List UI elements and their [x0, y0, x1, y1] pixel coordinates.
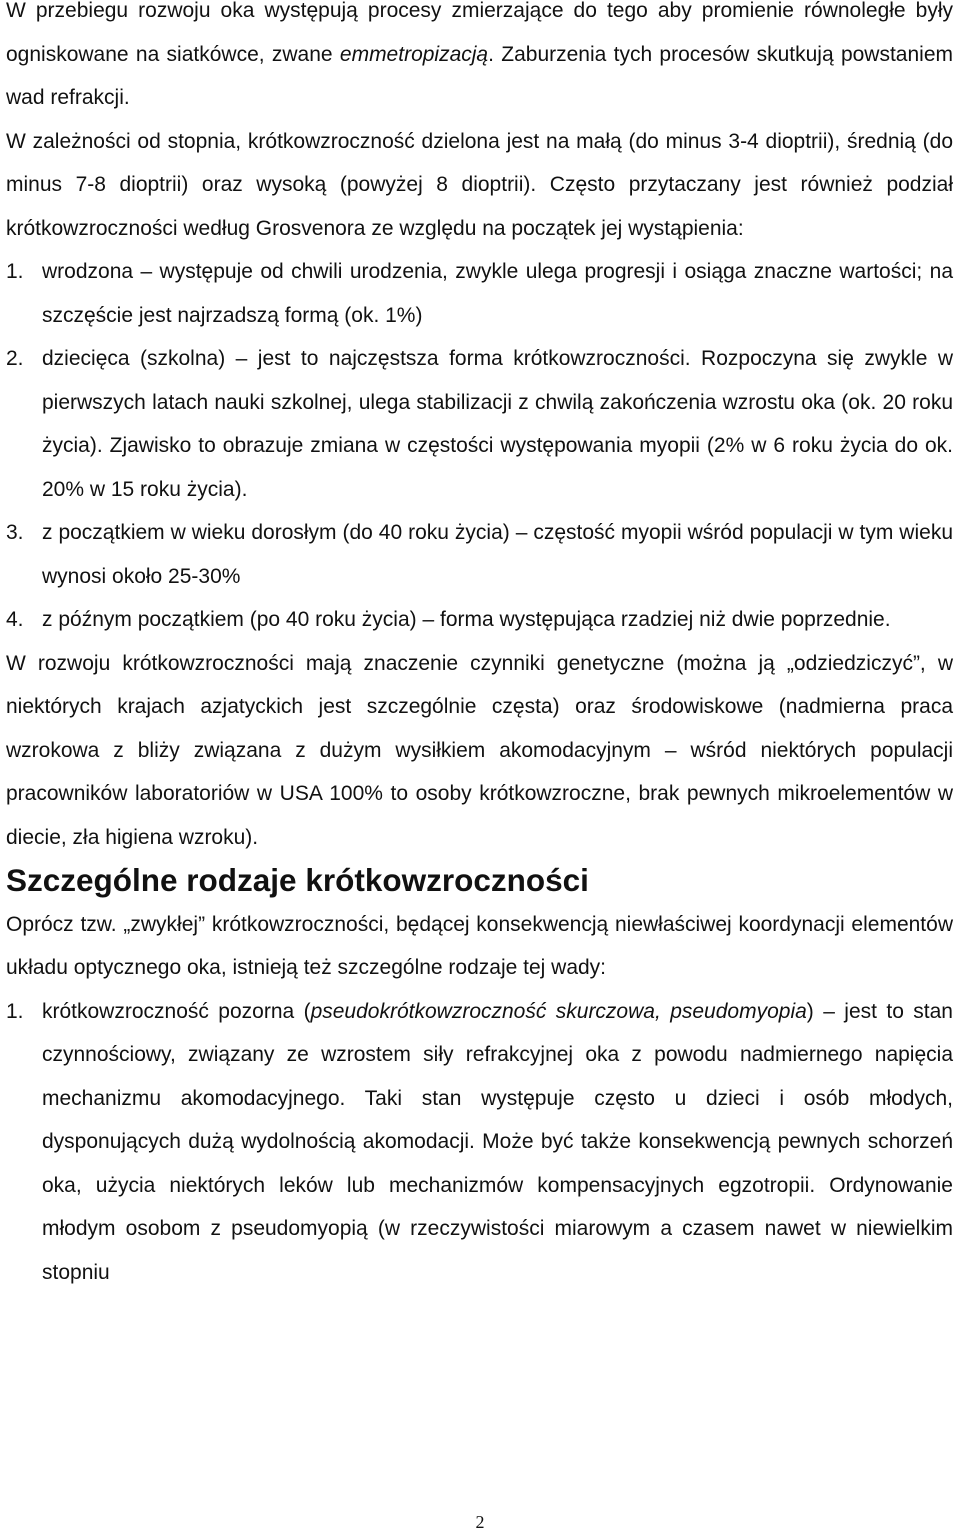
term-emmetropization: emmetropizacją — [339, 42, 489, 66]
list-item-text: z późnym początkiem (po 40 roku życia) – forma występująca rzadziej niż dwie poprzednie. — [42, 608, 891, 631]
list-item-text — [42, 990, 953, 1295]
list-item — [0, 990, 960, 1295]
list-item-number: 3. — [6, 521, 24, 544]
list-item-number: 2. — [6, 347, 24, 370]
list-item-italic-term: pseudokrótkowzroczność skurczowa, pseudomyopia — [310, 999, 807, 1023]
section-heading: Szczególne rodzaje krótkowzroczności — [6, 862, 589, 898]
paragraph-special-types: Oprócz tzw. „zwykłej” krótkowzroczności, będącej konsekwencją niewłaściwej koordynacji elementów układu optycznego oka, istnieją też szczególne rodzaje tej wady: — [6, 912, 953, 979]
paragraph-intro — [0, 0, 960, 120]
grosvenor-list — [0, 250, 960, 642]
list-item-number: 1. — [6, 999, 24, 1023]
list-item-number: 4. — [6, 608, 24, 631]
page-number: 2 — [475, 1512, 485, 1532]
list-item-text: dziecięca (szkolna) – jest to najczęstsza forma krótkowzroczności. Rozpoczyna się zwykle w pierwszych latach nauki szkolnej, ulega stabilizacji z chwilą zakończenia wzrostu oka (ok. 20 roku życia). Zjawisko to obrazuje zmiana w częstości występowania myopii (2% w 6 roku życia do ok. 20% w 15 roku życia). — [42, 347, 953, 501]
list-item — [0, 511, 960, 598]
paragraph-myopia-degree: W zależności od stopnia, krótkowzroczność dzielona jest na małą (do minus 3-4 dioptrii), średnią (do minus 7-8 dioptrii) oraz wysoką (powyżej 8 dioptrii). Często przytaczany jest również podział krótkowzroczności według Grosvenora ze względu na początek jej wystąpienia: — [6, 129, 953, 240]
list-item — [0, 598, 960, 642]
special-types-list — [0, 990, 960, 1295]
paragraph-intro-text-b: . Zaburzenia tych procesów skutkują powstaniem wad refrakcji. — [6, 42, 953, 109]
list-item — [0, 250, 960, 337]
paragraph-intro-text-a: W przebiegu rozwoju oka występują procesy zmierzające do tego aby promienie równoległe były ogniskowane na siatkówce, zwane — [6, 0, 953, 66]
list-item-text-a: krótkowzroczność pozorna ( — [42, 999, 311, 1023]
paragraph-factors: W rozwoju krótkowzroczności mają znaczenie czynniki genetyczne (można ją „odziedziczyć”, w niektórych krajach azjatyckich jest szczególnie częsta) oraz środowiskowe (nadmierna praca wzrokowa z bliży związana z dużym wysiłkiem akomodacyjnym – wśród niektórych populacji pracowników laboratoriów w USA 100% to osoby krótkowzroczne, brak pewnych mikroelementów w diecie, zła higiena wzroku). — [6, 651, 953, 849]
list-item-text: wrodzona – występuje od chwili urodzenia, zwykle ulega progresji i osiąga znaczne wartości; na szczęście jest najrzadszą formą (ok. 1%) — [42, 260, 953, 327]
list-item-text-b: ) – jest to stan czynnościowy, związany ze wzrostem siły refrakcyjnej oka z powodu nadmiernego napięcia mechanizmu akomodacyjnego. Taki stan występuje często u dzieci i osób młodych, dysponujących dużą wydolnością akomodacji. Może być także konsekwencją pewnych schorzeń oka, użycia niektórych leków lub mechanizmów kompensacyjnych egzotropii. Ordynowanie młodym osobom z pseudomyopią (w rzeczywistości miarowym a czasem nawet w niewielkim stopniu — [42, 999, 953, 1284]
list-item — [0, 337, 960, 511]
list-item-number: 1. — [6, 260, 24, 283]
list-item-text: z początkiem w wieku dorosłym (do 40 roku życia) – częstość myopii wśród populacji w tym wieku wynosi około 25-30% — [42, 521, 953, 588]
